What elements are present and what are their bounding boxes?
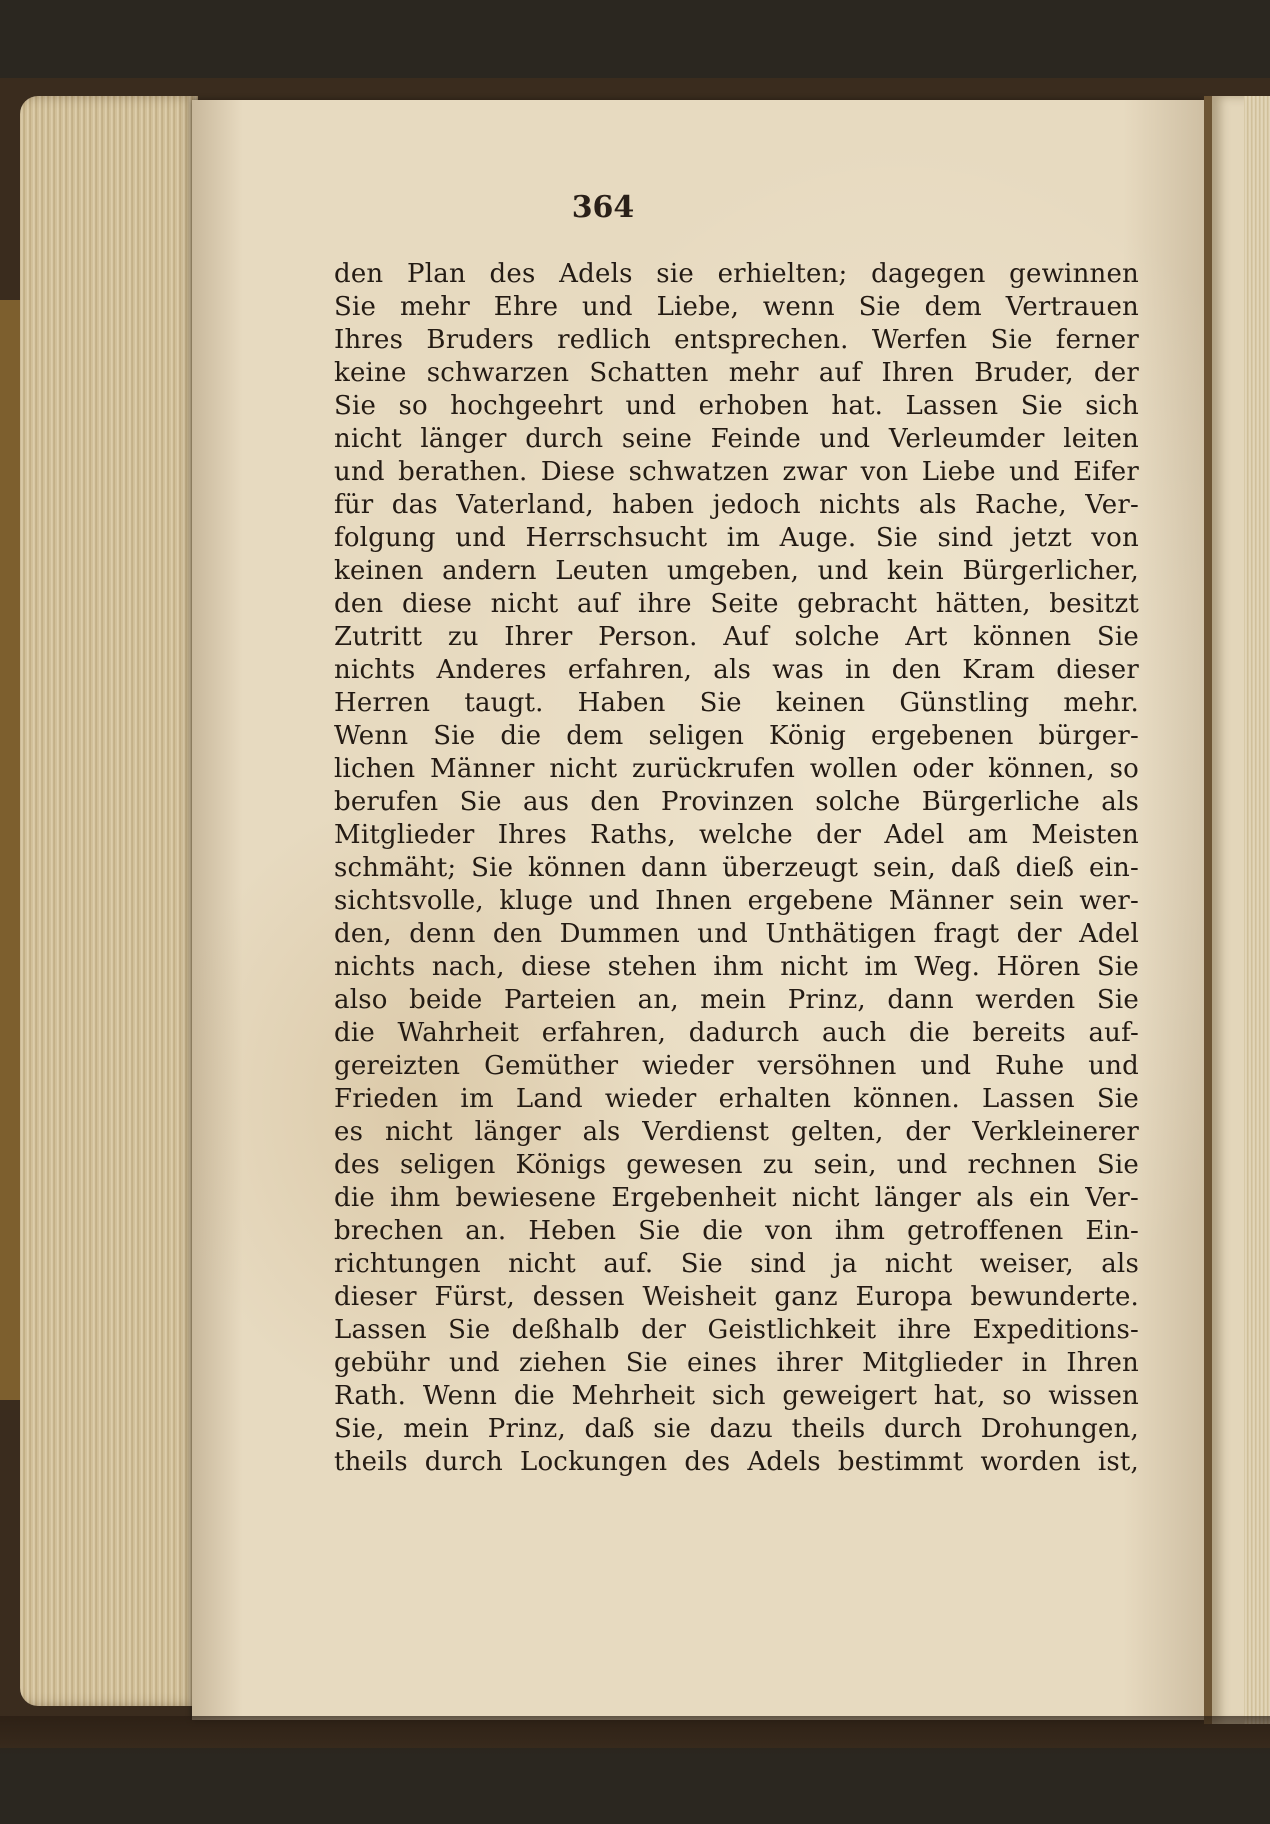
text-line: Sie mehr Ehre und Liebe, wenn Sie dem Vertrauen: [334, 292, 1139, 322]
text-line: also beide Parteien an, mein Prinz, dann werden Sie: [334, 985, 1139, 1015]
text-line: nichts nach, diese stehen ihm nicht im Weg. Hören Sie: [334, 952, 1139, 982]
text-line: keine schwarzen Schatten mehr auf Ihren Bruder, der: [334, 358, 1139, 388]
page-number: 364: [571, 190, 635, 225]
text-line: keinen andern Leuten umgeben, und kein Bürgerlicher,: [334, 556, 1139, 586]
text-line: Rath. Wenn die Mehrheit sich geweigert hat, so wissen: [334, 1381, 1139, 1411]
text-line: den, denn den Dummen und Unthätigen fragt der Adel: [334, 919, 1139, 949]
text-line: Zutritt zu Ihrer Person. Auf solche Art können Sie: [334, 622, 1139, 652]
text-line: den diese nicht auf ihre Seite gebracht hätten, besitzt: [334, 589, 1139, 619]
text-line: die Wahrheit erfahren, dadurch auch die bereits auf-: [334, 1018, 1139, 1048]
text-line: brechen an. Heben Sie die von ihm getroffenen Ein-: [334, 1216, 1139, 1246]
text-line: dieser Fürst, dessen Weisheit ganz Europa bewunderte.: [334, 1282, 1139, 1312]
text-line: nicht länger durch seine Feinde und Verleumder leiten: [334, 424, 1139, 454]
text-line: und berathen. Diese schwatzen zwar von Liebe und Eifer: [334, 457, 1139, 487]
text-line: Wenn Sie die dem seligen König ergebenen bürger-: [334, 721, 1139, 751]
text-line: theils durch Lockungen des Adels bestimmt worden ist,: [334, 1447, 1139, 1477]
text-line: Sie, mein Prinz, daß sie dazu theils durch Drohungen,: [334, 1414, 1139, 1444]
text-line: es nicht länger als Verdienst gelten, der Verkleinerer: [334, 1117, 1139, 1147]
stacked-page-edges: [20, 96, 198, 1706]
text-line: sichtsvolle, kluge und Ihnen ergebene Männer sein wer-: [334, 886, 1139, 916]
text-line: schmäht; Sie können dann überzeugt sein, daß dieß ein-: [334, 853, 1139, 883]
text-line: Sie so hochgeehrt und erhoben hat. Lassen Sie sich: [334, 391, 1139, 421]
cover-edge: [0, 300, 22, 1400]
text-line: lichen Männer nicht zurückrufen wollen oder können, so: [334, 754, 1139, 784]
text-line: richtungen nicht auf. Sie sind ja nicht weiser, als: [334, 1249, 1139, 1279]
text-line: die ihm bewiesene Ergebenheit nicht länger als ein Ver-: [334, 1183, 1139, 1213]
facing-page-edges: [1244, 96, 1270, 1724]
text-line: berufen Sie aus den Provinzen solche Bürgerliche als: [334, 787, 1139, 817]
text-line: Lassen Sie deßhalb der Geistlichkeit ihre Expeditions-: [334, 1315, 1139, 1345]
text-line: Herren taugt. Haben Sie keinen Günstling mehr.: [334, 688, 1139, 718]
text-line: Ihres Bruders redlich entsprechen. Werfen Sie ferner: [334, 325, 1139, 355]
text-line: nichts Anderes erfahren, als was in den Kram dieser: [334, 655, 1139, 685]
text-line: gebühr und ziehen Sie eines ihrer Mitglieder in Ihren: [334, 1348, 1139, 1378]
text-line: Mitglieder Ihres Raths, welche der Adel am Meisten: [334, 820, 1139, 850]
bottom-shadow: [0, 1716, 1270, 1756]
text-line: den Plan des Adels sie erhielten; dagegen gewinnen: [334, 259, 1139, 289]
body-text: [334, 258, 1139, 1479]
text-line: Frieden im Land wieder erhalten können. Lassen Sie: [334, 1084, 1139, 1114]
text-line: für das Vaterland, haben jedoch nichts als Rache, Ver-: [334, 490, 1139, 520]
text-line: des seligen Königs gewesen zu sein, und rechnen Sie: [334, 1150, 1139, 1180]
text-line: folgung und Herrschsucht im Auge. Sie sind jetzt von: [334, 523, 1139, 553]
text-line: gereizten Gemüther wieder versöhnen und Ruhe und: [334, 1051, 1139, 1081]
